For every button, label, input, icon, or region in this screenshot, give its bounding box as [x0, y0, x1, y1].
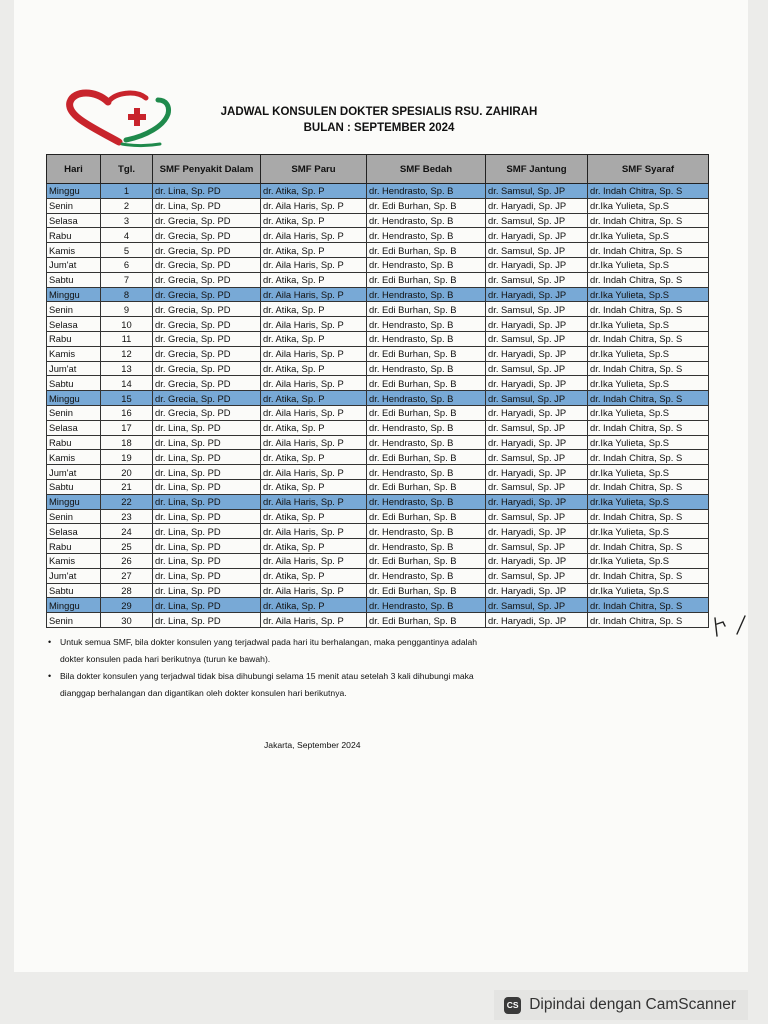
cell-smf-syaraf: dr.Ika Yulieta, Sp.S [588, 257, 709, 272]
cell-smf-syaraf: dr. Indah Chitra, Sp. S [588, 613, 709, 628]
cell-hari: Rabu [47, 331, 101, 346]
cell-smf-paru: dr. Atika, Sp. P [261, 568, 367, 583]
cell-smf-bedah: dr. Edi Burhan, Sp. B [367, 450, 486, 465]
cell-smf-penyakit-dalam: dr. Grecia, Sp. PD [153, 317, 261, 332]
cell-hari: Sabtu [47, 272, 101, 287]
cell-hari: Jum'at [47, 361, 101, 376]
table-row [47, 361, 709, 376]
cell-tgl: 22 [101, 494, 153, 509]
cell-smf-syaraf: dr.Ika Yulieta, Sp.S [588, 287, 709, 302]
cell-tgl: 13 [101, 361, 153, 376]
cell-tgl: 10 [101, 317, 153, 332]
cell-smf-bedah: dr. Hendrasto, Sp. B [367, 331, 486, 346]
camscanner-logo-icon: CS [504, 997, 521, 1014]
cell-smf-penyakit-dalam: dr. Lina, Sp. PD [153, 465, 261, 480]
table-row [47, 346, 709, 361]
table-row [47, 598, 709, 613]
cell-smf-paru: dr. Atika, Sp. P [261, 479, 367, 494]
table-row [47, 272, 709, 287]
cell-smf-paru: dr. Atika, Sp. P [261, 243, 367, 258]
cell-smf-bedah: dr. Edi Burhan, Sp. B [367, 302, 486, 317]
header-smf-jantung: SMF Jantung [486, 155, 588, 184]
cell-smf-jantung: dr. Haryadi, Sp. JP [486, 405, 588, 420]
cell-hari: Rabu [47, 435, 101, 450]
cell-smf-penyakit-dalam: dr. Grecia, Sp. PD [153, 272, 261, 287]
cell-smf-jantung: dr. Haryadi, Sp. JP [486, 435, 588, 450]
cell-smf-syaraf: dr. Indah Chitra, Sp. S [588, 184, 709, 199]
cell-smf-penyakit-dalam: dr. Lina, Sp. PD [153, 509, 261, 524]
cell-tgl: 11 [101, 331, 153, 346]
cell-smf-bedah: dr. Hendrasto, Sp. B [367, 257, 486, 272]
cell-smf-syaraf: dr. Indah Chitra, Sp. S [588, 361, 709, 376]
cell-smf-penyakit-dalam: dr. Lina, Sp. PD [153, 198, 261, 213]
cell-smf-syaraf: dr.Ika Yulieta, Sp.S [588, 405, 709, 420]
cell-smf-jantung: dr. Samsul, Sp. JP [486, 539, 588, 554]
table-row [47, 243, 709, 258]
cell-hari: Senin [47, 509, 101, 524]
cell-smf-syaraf: dr.Ika Yulieta, Sp.S [588, 228, 709, 243]
cell-smf-paru: dr. Atika, Sp. P [261, 361, 367, 376]
cell-tgl: 24 [101, 524, 153, 539]
cell-smf-syaraf: dr. Indah Chitra, Sp. S [588, 539, 709, 554]
cell-hari: Selasa [47, 317, 101, 332]
table-row [47, 420, 709, 435]
cell-smf-paru: dr. Aila Haris, Sp. P [261, 435, 367, 450]
cell-smf-penyakit-dalam: dr. Lina, Sp. PD [153, 494, 261, 509]
cell-hari: Kamis [47, 553, 101, 568]
cell-tgl: 7 [101, 272, 153, 287]
cell-smf-syaraf: dr. Indah Chitra, Sp. S [588, 331, 709, 346]
cell-hari: Jum'at [47, 465, 101, 480]
table-row [47, 583, 709, 598]
note-item [48, 668, 548, 702]
cell-tgl: 4 [101, 228, 153, 243]
cell-smf-jantung: dr. Haryadi, Sp. JP [486, 317, 588, 332]
cell-smf-bedah: dr. Edi Burhan, Sp. B [367, 376, 486, 391]
cell-smf-jantung: dr. Samsul, Sp. JP [486, 184, 588, 199]
cell-hari: Senin [47, 405, 101, 420]
table-row [47, 450, 709, 465]
table-row [47, 287, 709, 302]
notes [48, 634, 548, 702]
cell-smf-jantung: dr. Haryadi, Sp. JP [486, 583, 588, 598]
cell-tgl: 23 [101, 509, 153, 524]
cell-tgl: 17 [101, 420, 153, 435]
table-row [47, 494, 709, 509]
cell-smf-jantung: dr. Samsul, Sp. JP [486, 391, 588, 406]
cell-smf-jantung: dr. Samsul, Sp. JP [486, 598, 588, 613]
handwritten-mark [711, 612, 751, 640]
cell-smf-bedah: dr. Hendrasto, Sp. B [367, 391, 486, 406]
cell-smf-syaraf: dr. Indah Chitra, Sp. S [588, 450, 709, 465]
cell-smf-jantung: dr. Samsul, Sp. JP [486, 361, 588, 376]
cell-smf-penyakit-dalam: dr. Lina, Sp. PD [153, 184, 261, 199]
cell-hari: Minggu [47, 391, 101, 406]
cell-smf-bedah: dr. Edi Burhan, Sp. B [367, 613, 486, 628]
cell-smf-penyakit-dalam: dr. Grecia, Sp. PD [153, 228, 261, 243]
cell-smf-jantung: dr. Samsul, Sp. JP [486, 568, 588, 583]
cell-hari: Senin [47, 198, 101, 213]
cell-smf-bedah: dr. Hendrasto, Sp. B [367, 539, 486, 554]
cell-smf-bedah: dr. Hendrasto, Sp. B [367, 568, 486, 583]
cell-smf-penyakit-dalam: dr. Grecia, Sp. PD [153, 361, 261, 376]
cell-smf-bedah: dr. Hendrasto, Sp. B [367, 287, 486, 302]
cell-smf-jantung: dr. Haryadi, Sp. JP [486, 494, 588, 509]
cell-hari: Senin [47, 302, 101, 317]
cell-tgl: 25 [101, 539, 153, 554]
cell-smf-bedah: dr. Hendrasto, Sp. B [367, 465, 486, 480]
note-line: Untuk semua SMF, bila dokter konsulen yang terjadwal pada hari itu berhalangan, maka penggantinya adalah [60, 637, 478, 647]
cell-smf-penyakit-dalam: dr. Lina, Sp. PD [153, 435, 261, 450]
scanned-page [14, 0, 748, 972]
cell-smf-bedah: dr. Hendrasto, Sp. B [367, 420, 486, 435]
cell-smf-jantung: dr. Samsul, Sp. JP [486, 272, 588, 287]
cell-tgl: 2 [101, 198, 153, 213]
cell-smf-bedah: dr. Edi Burhan, Sp. B [367, 553, 486, 568]
table-row [47, 198, 709, 213]
cell-smf-syaraf: dr.Ika Yulieta, Sp.S [588, 524, 709, 539]
cell-smf-bedah: dr. Hendrasto, Sp. B [367, 228, 486, 243]
cell-smf-bedah: dr. Edi Burhan, Sp. B [367, 583, 486, 598]
place-date: Jakarta, September 2024 [264, 740, 361, 750]
cell-smf-paru: dr. Aila Haris, Sp. P [261, 465, 367, 480]
cell-hari: Jum'at [47, 257, 101, 272]
cell-smf-penyakit-dalam: dr. Grecia, Sp. PD [153, 405, 261, 420]
cell-smf-jantung: dr. Samsul, Sp. JP [486, 509, 588, 524]
cell-tgl: 15 [101, 391, 153, 406]
cell-hari: Sabtu [47, 376, 101, 391]
cell-hari: Selasa [47, 213, 101, 228]
cell-smf-syaraf: dr.Ika Yulieta, Sp.S [588, 494, 709, 509]
cell-smf-penyakit-dalam: dr. Grecia, Sp. PD [153, 213, 261, 228]
note-line: dianggap berhalangan dan digantikan oleh dokter konsulen hari berikutnya. [60, 688, 347, 698]
header-smf-syaraf: SMF Syaraf [588, 155, 709, 184]
cell-smf-penyakit-dalam: dr. Lina, Sp. PD [153, 450, 261, 465]
schedule-table [46, 154, 709, 628]
cell-hari: Kamis [47, 243, 101, 258]
note-line: Bila dokter konsulen yang terjadwal tidak bisa dihubungi selama 15 menit atau setelah 3 kali dihubungi maka [60, 671, 474, 681]
cell-smf-paru: dr. Atika, Sp. P [261, 450, 367, 465]
cell-smf-syaraf: dr.Ika Yulieta, Sp.S [588, 376, 709, 391]
cell-smf-penyakit-dalam: dr. Lina, Sp. PD [153, 479, 261, 494]
header-tgl: Tgl. [101, 155, 153, 184]
table-row [47, 317, 709, 332]
cell-smf-paru: dr. Atika, Sp. P [261, 539, 367, 554]
table-row [47, 435, 709, 450]
cell-tgl: 14 [101, 376, 153, 391]
cell-smf-paru: dr. Aila Haris, Sp. P [261, 405, 367, 420]
cell-hari: Kamis [47, 346, 101, 361]
cell-tgl: 3 [101, 213, 153, 228]
cell-smf-syaraf: dr. Indah Chitra, Sp. S [588, 420, 709, 435]
cell-smf-paru: dr. Atika, Sp. P [261, 331, 367, 346]
cell-smf-bedah: dr. Edi Burhan, Sp. B [367, 243, 486, 258]
table-row [47, 391, 709, 406]
cell-smf-bedah: dr. Edi Burhan, Sp. B [367, 509, 486, 524]
cell-smf-paru: dr. Aila Haris, Sp. P [261, 494, 367, 509]
cell-smf-syaraf: dr. Indah Chitra, Sp. S [588, 391, 709, 406]
cell-hari: Jum'at [47, 568, 101, 583]
cell-smf-syaraf: dr.Ika Yulieta, Sp.S [588, 317, 709, 332]
table-row [47, 331, 709, 346]
cell-smf-syaraf: dr. Indah Chitra, Sp. S [588, 272, 709, 287]
cell-tgl: 29 [101, 598, 153, 613]
cell-hari: Kamis [47, 450, 101, 465]
cell-smf-penyakit-dalam: dr. Lina, Sp. PD [153, 613, 261, 628]
cell-tgl: 21 [101, 479, 153, 494]
cell-smf-jantung: dr. Haryadi, Sp. JP [486, 465, 588, 480]
cell-smf-jantung: dr. Haryadi, Sp. JP [486, 257, 588, 272]
cell-tgl: 9 [101, 302, 153, 317]
cell-hari: Senin [47, 613, 101, 628]
cell-hari: Selasa [47, 420, 101, 435]
table-row [47, 479, 709, 494]
cell-smf-jantung: dr. Haryadi, Sp. JP [486, 287, 588, 302]
cell-smf-penyakit-dalam: dr. Grecia, Sp. PD [153, 391, 261, 406]
cell-tgl: 28 [101, 583, 153, 598]
cell-tgl: 26 [101, 553, 153, 568]
cell-smf-syaraf: dr. Indah Chitra, Sp. S [588, 243, 709, 258]
table-row [47, 405, 709, 420]
cell-tgl: 30 [101, 613, 153, 628]
cell-smf-bedah: dr. Hendrasto, Sp. B [367, 361, 486, 376]
schedule-body [47, 184, 709, 628]
cell-smf-paru: dr. Atika, Sp. P [261, 213, 367, 228]
cell-hari: Minggu [47, 598, 101, 613]
note-item [48, 634, 548, 668]
cell-smf-paru: dr. Aila Haris, Sp. P [261, 317, 367, 332]
cell-smf-penyakit-dalam: dr. Grecia, Sp. PD [153, 287, 261, 302]
cell-smf-paru: dr. Atika, Sp. P [261, 272, 367, 287]
table-row [47, 184, 709, 199]
cell-smf-bedah: dr. Edi Burhan, Sp. B [367, 346, 486, 361]
cell-hari: Minggu [47, 494, 101, 509]
cell-smf-jantung: dr. Samsul, Sp. JP [486, 213, 588, 228]
cell-smf-syaraf: dr.Ika Yulieta, Sp.S [588, 465, 709, 480]
cell-smf-penyakit-dalam: dr. Grecia, Sp. PD [153, 376, 261, 391]
cell-smf-paru: dr. Atika, Sp. P [261, 184, 367, 199]
cell-tgl: 8 [101, 287, 153, 302]
cell-tgl: 18 [101, 435, 153, 450]
bullet-icon: • [48, 671, 52, 681]
bullet-icon: • [48, 637, 52, 647]
table-header-row [47, 155, 709, 184]
table-row [47, 509, 709, 524]
cell-smf-penyakit-dalam: dr. Lina, Sp. PD [153, 539, 261, 554]
cell-smf-penyakit-dalam: dr. Lina, Sp. PD [153, 583, 261, 598]
cell-smf-bedah: dr. Hendrasto, Sp. B [367, 494, 486, 509]
cell-smf-paru: dr. Aila Haris, Sp. P [261, 257, 367, 272]
cell-smf-bedah: dr. Hendrasto, Sp. B [367, 598, 486, 613]
cell-smf-jantung: dr. Haryadi, Sp. JP [486, 376, 588, 391]
table-row [47, 376, 709, 391]
cell-smf-syaraf: dr.Ika Yulieta, Sp.S [588, 198, 709, 213]
cell-smf-penyakit-dalam: dr. Lina, Sp. PD [153, 598, 261, 613]
cell-smf-jantung: dr. Haryadi, Sp. JP [486, 198, 588, 213]
cell-tgl: 20 [101, 465, 153, 480]
cell-smf-bedah: dr. Edi Burhan, Sp. B [367, 272, 486, 287]
cell-smf-paru: dr. Aila Haris, Sp. P [261, 198, 367, 213]
header-smf-bedah: SMF Bedah [367, 155, 486, 184]
cell-smf-jantung: dr. Haryadi, Sp. JP [486, 524, 588, 539]
cell-hari: Selasa [47, 524, 101, 539]
header-hari: Hari [47, 155, 101, 184]
cell-hari: Minggu [47, 287, 101, 302]
cell-smf-paru: dr. Atika, Sp. P [261, 420, 367, 435]
cell-tgl: 6 [101, 257, 153, 272]
cell-smf-jantung: dr. Haryadi, Sp. JP [486, 228, 588, 243]
cell-smf-penyakit-dalam: dr. Lina, Sp. PD [153, 568, 261, 583]
camscanner-watermark [494, 990, 748, 1020]
cell-smf-paru: dr. Aila Haris, Sp. P [261, 376, 367, 391]
cell-smf-syaraf: dr. Indah Chitra, Sp. S [588, 598, 709, 613]
cell-tgl: 19 [101, 450, 153, 465]
cell-smf-jantung: dr. Samsul, Sp. JP [486, 479, 588, 494]
cell-hari: Rabu [47, 539, 101, 554]
table-row [47, 524, 709, 539]
cell-smf-penyakit-dalam: dr. Grecia, Sp. PD [153, 302, 261, 317]
cell-smf-syaraf: dr.Ika Yulieta, Sp.S [588, 583, 709, 598]
cell-smf-syaraf: dr. Indah Chitra, Sp. S [588, 509, 709, 524]
cell-smf-jantung: dr. Samsul, Sp. JP [486, 450, 588, 465]
cell-smf-jantung: dr. Samsul, Sp. JP [486, 420, 588, 435]
table-row [47, 568, 709, 583]
cell-tgl: 27 [101, 568, 153, 583]
cell-smf-paru: dr. Aila Haris, Sp. P [261, 553, 367, 568]
cell-smf-syaraf: dr.Ika Yulieta, Sp.S [588, 553, 709, 568]
table-row [47, 257, 709, 272]
table-row [47, 213, 709, 228]
hospital-logo [64, 88, 179, 150]
cell-smf-paru: dr. Atika, Sp. P [261, 598, 367, 613]
note-line: dokter konsulen pada hari berikutnya (turun ke bawah). [60, 654, 271, 664]
cell-smf-penyakit-dalam: dr. Lina, Sp. PD [153, 524, 261, 539]
cell-smf-syaraf: dr.Ika Yulieta, Sp.S [588, 346, 709, 361]
table-row [47, 228, 709, 243]
cell-smf-jantung: dr. Haryadi, Sp. JP [486, 613, 588, 628]
cell-smf-paru: dr. Atika, Sp. P [261, 302, 367, 317]
camscanner-label: Dipindai dengan CamScanner [529, 996, 736, 1013]
cell-tgl: 12 [101, 346, 153, 361]
cell-smf-paru: dr. Aila Haris, Sp. P [261, 583, 367, 598]
table-row [47, 613, 709, 628]
cell-smf-syaraf: dr. Indah Chitra, Sp. S [588, 302, 709, 317]
cell-smf-syaraf: dr. Indah Chitra, Sp. S [588, 479, 709, 494]
cell-smf-jantung: dr. Haryadi, Sp. JP [486, 553, 588, 568]
cell-tgl: 5 [101, 243, 153, 258]
cell-smf-paru: dr. Aila Haris, Sp. P [261, 287, 367, 302]
cell-smf-bedah: dr. Hendrasto, Sp. B [367, 213, 486, 228]
cell-smf-penyakit-dalam: dr. Lina, Sp. PD [153, 420, 261, 435]
header-smf-paru: SMF Paru [261, 155, 367, 184]
table-row [47, 302, 709, 317]
cell-smf-jantung: dr. Samsul, Sp. JP [486, 243, 588, 258]
cell-smf-syaraf: dr. Indah Chitra, Sp. S [588, 213, 709, 228]
cell-smf-bedah: dr. Hendrasto, Sp. B [367, 317, 486, 332]
table-row [47, 553, 709, 568]
cell-smf-bedah: dr. Edi Burhan, Sp. B [367, 479, 486, 494]
table-row [47, 539, 709, 554]
title-line-2: BULAN : SEPTEMBER 2024 [303, 122, 455, 134]
cell-tgl: 16 [101, 405, 153, 420]
cell-smf-jantung: dr. Samsul, Sp. JP [486, 302, 588, 317]
cell-smf-paru: dr. Atika, Sp. P [261, 391, 367, 406]
cell-smf-paru: dr. Aila Haris, Sp. P [261, 524, 367, 539]
cell-smf-penyakit-dalam: dr. Grecia, Sp. PD [153, 257, 261, 272]
cell-smf-bedah: dr. Edi Burhan, Sp. B [367, 198, 486, 213]
cell-tgl: 1 [101, 184, 153, 199]
title-line-1: JADWAL KONSULEN DOKTER SPESIALIS RSU. ZAHIRAH [220, 106, 538, 118]
cell-smf-penyakit-dalam: dr. Grecia, Sp. PD [153, 331, 261, 346]
cell-smf-jantung: dr. Samsul, Sp. JP [486, 331, 588, 346]
cell-hari: Minggu [47, 184, 101, 199]
cell-smf-syaraf: dr. Indah Chitra, Sp. S [588, 568, 709, 583]
cell-smf-paru: dr. Atika, Sp. P [261, 509, 367, 524]
cell-smf-bedah: dr. Edi Burhan, Sp. B [367, 405, 486, 420]
cell-smf-bedah: dr. Hendrasto, Sp. B [367, 524, 486, 539]
cell-smf-syaraf: dr.Ika Yulieta, Sp.S [588, 435, 709, 450]
cell-smf-penyakit-dalam: dr. Grecia, Sp. PD [153, 346, 261, 361]
cell-hari: Rabu [47, 228, 101, 243]
cell-smf-paru: dr. Aila Haris, Sp. P [261, 346, 367, 361]
header-smf-penyakit-dalam: SMF Penyakit Dalam [153, 155, 261, 184]
table-row [47, 465, 709, 480]
cell-smf-penyakit-dalam: dr. Grecia, Sp. PD [153, 243, 261, 258]
cell-hari: Sabtu [47, 479, 101, 494]
cell-smf-penyakit-dalam: dr. Lina, Sp. PD [153, 553, 261, 568]
cell-smf-paru: dr. Aila Haris, Sp. P [261, 228, 367, 243]
cell-smf-bedah: dr. Hendrasto, Sp. B [367, 184, 486, 199]
cell-smf-paru: dr. Aila Haris, Sp. P [261, 613, 367, 628]
cell-smf-jantung: dr. Haryadi, Sp. JP [486, 346, 588, 361]
cell-smf-bedah: dr. Hendrasto, Sp. B [367, 435, 486, 450]
document-title [184, 104, 574, 136]
cell-hari: Sabtu [47, 583, 101, 598]
